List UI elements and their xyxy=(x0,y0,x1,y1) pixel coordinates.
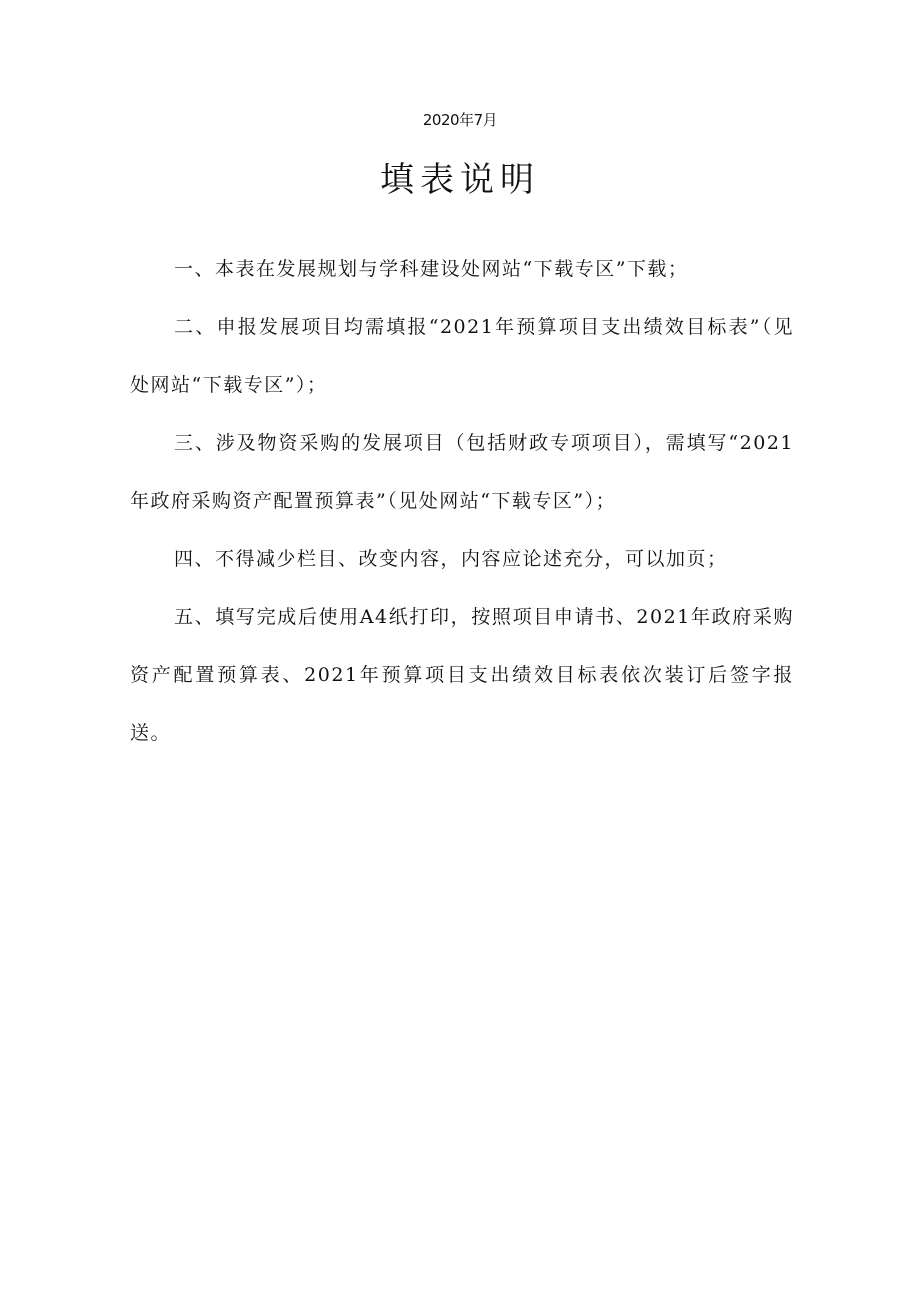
instruction-item-4: 四、不得减少栏目、改变内容，内容应论述充分，可以加页； xyxy=(174,548,728,570)
instructions-list xyxy=(130,240,794,762)
document-date: 2020年7月 xyxy=(422,111,498,129)
instruction-item-3: 三、涉及物资采购的发展项目（包括财政专项项目），需填写“2021年政府采购资产配置预算表”（见处网站“下载专区”）； xyxy=(130,432,794,512)
instruction-item-1: 一、本表在发展规划与学科建设处网站“下载专区”下载； xyxy=(174,258,689,280)
instruction-item-2: 二、申报发展项目均需填报“2021年预算项目支出绩效目标表”（见处网站“下载专区”）； xyxy=(130,316,794,396)
instruction-item-5: 五、填写完成后使用A4纸打印，按照项目申请书、2021年政府采购资产配置预算表、2021年预算项目支出绩效目标表依次装订后签字报送。 xyxy=(130,606,794,744)
page-title: 填表说明 xyxy=(380,159,540,200)
